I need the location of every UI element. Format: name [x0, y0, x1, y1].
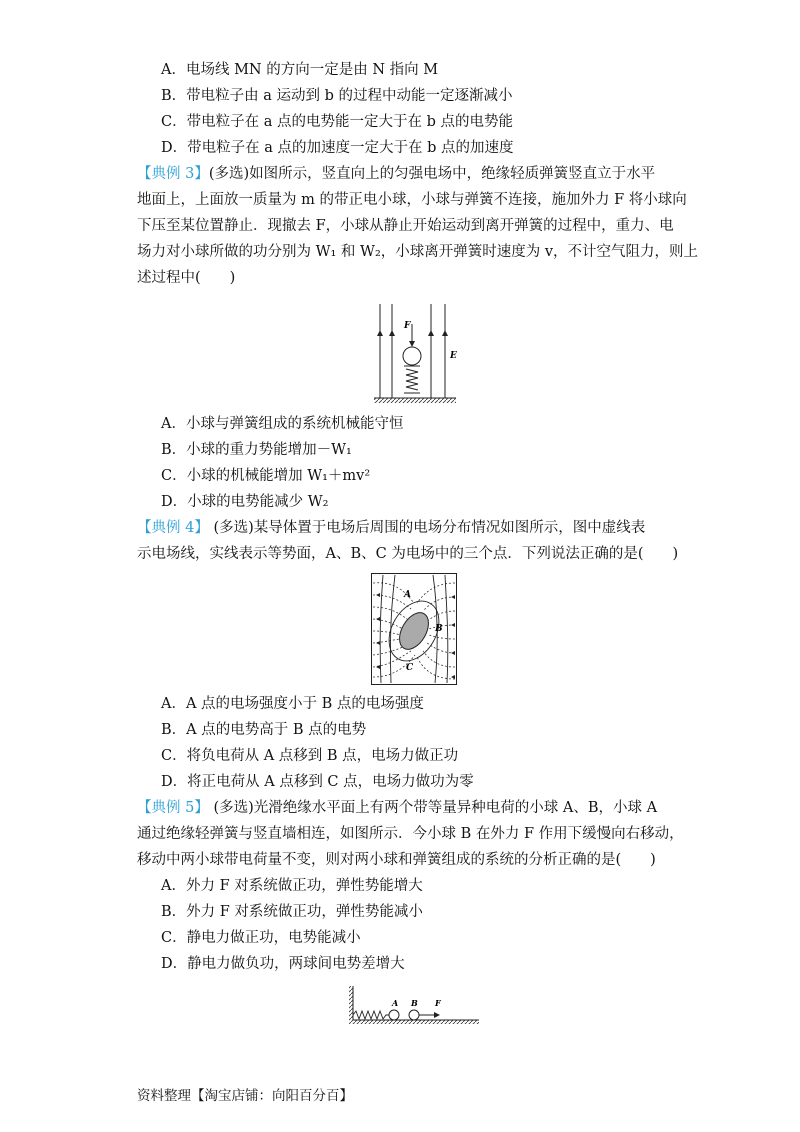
example-4-line-1 — [137, 518, 645, 538]
point-b-label: B — [435, 624, 443, 634]
example-4-figure — [371, 573, 457, 685]
example-4-line-2: 示电场线，实线表示等势面，A、B、C 为电场中的三个点．下列说法正确的是( ) — [137, 546, 679, 562]
ex4-option-d: D．将正电荷从 A 点移到 C 点，电场力做功为零 — [161, 774, 474, 790]
point-c-label: C — [406, 663, 414, 673]
example-3-line-5: 述过程中( ) — [137, 270, 236, 286]
example-4-text: (多选)某导体置于电场后周围的电场分布情况如图所示，图中虚线表 — [208, 520, 646, 536]
example-3-text: (多选)如图所示，竖直向上的匀强电场中，绝缘轻质弹簧竖直立于水平 — [208, 166, 656, 182]
example-3-tag: 【典例 3】 — [137, 166, 209, 182]
field-label: E — [450, 351, 457, 361]
ex5-option-c: C．静电力做正功，电势能减小 — [161, 930, 361, 946]
ball — [403, 347, 421, 365]
wall-hatch — [349, 986, 353, 1020]
example-5-line-1 — [137, 798, 657, 818]
ball-b — [409, 1010, 419, 1020]
ex4-option-c: C．将负电荷从 A 点移到 B 点，电场力做正功 — [161, 748, 459, 764]
ground-hatch — [374, 398, 456, 403]
example-4-tag: 【典例 4】 — [137, 520, 209, 536]
ball-a-label: A — [392, 998, 399, 1008]
option-b: B．带电粒子由 a 运动到 b 的过程中动能一定逐渐减小 — [161, 88, 513, 104]
example-5-tag: 【典例 5】 — [137, 800, 209, 816]
example-3-line-3: 下压至某位置静止．现撤去 F，小球从静止开始运动到离开弹簧的过程中，重力、电 — [137, 218, 674, 234]
ex3-option-a: A．小球与弹簧组成的系统机械能守恒 — [161, 416, 404, 432]
example-3-line-1 — [137, 164, 655, 184]
point-a-label: A — [404, 590, 411, 600]
ex4-option-a: A．A 点的电场强度小于 B 点的电场强度 — [161, 696, 424, 712]
spring — [353, 1011, 389, 1019]
option-c: C．带电粒子在 a 点的电势能一定大于在 b 点的电势能 — [161, 114, 513, 130]
example-5-text: (多选)光滑绝缘水平面上有两个带等量异种电荷的小球 A、B，小球 A — [208, 800, 658, 816]
example-3-figure — [370, 296, 460, 406]
ex5-option-d: D．静电力做负功，两球间电势差增大 — [161, 956, 405, 972]
force-label: F — [404, 321, 411, 331]
example-3-line-2: 地面上，上面放一质量为 m 的带正电小球，小球与弹簧不连接，施加外力 F 将小球向 — [137, 192, 687, 208]
example-3-line-4: 场力对小球所做的功分别为 W₁ 和 W₂，小球离开弹簧时速度为 v，不计空气阻力，则上 — [137, 244, 699, 260]
ex4-option-b: B．A 点的电势高于 B 点的电势 — [161, 722, 367, 738]
ex3-option-b: B．小球的重力势能增加－W₁ — [161, 442, 352, 458]
option-a: A．电场线 MN 的方向一定是由 N 指向 M — [161, 62, 439, 78]
example-5-line-3: 移动中两小球带电荷量不变，则对两小球和弹簧组成的系统的分析正确的是( ) — [137, 852, 656, 868]
ex3-option-c: C．小球的机械能增加 W₁＋mv² — [161, 468, 371, 484]
spring — [404, 366, 420, 393]
ex3-option-d: D．小球的电势能减少 W₂ — [161, 494, 329, 510]
ex5-option-a: A．外力 F 对系统做正功，弹性势能增大 — [161, 878, 423, 894]
example-5-line-2: 通过绝缘轻弹簧与竖直墙相连，如图所示．今小球 B 在外力 F 作用下缓慢向右移动， — [137, 826, 684, 842]
force-label: F — [435, 998, 441, 1008]
footer-text: 资料整理【淘宝店铺：向阳百分百】 — [137, 1088, 353, 1104]
ball-b-label: B — [411, 998, 418, 1008]
example-5-figure — [347, 982, 481, 1026]
option-d: D．带电粒子在 a 点的加速度一定大于在 b 点的加速度 — [161, 140, 514, 156]
ball-a — [389, 1010, 399, 1020]
floor-hatch — [349, 1020, 479, 1024]
ex5-option-b: B．外力 F 对系统做正功，弹性势能减小 — [161, 904, 423, 920]
